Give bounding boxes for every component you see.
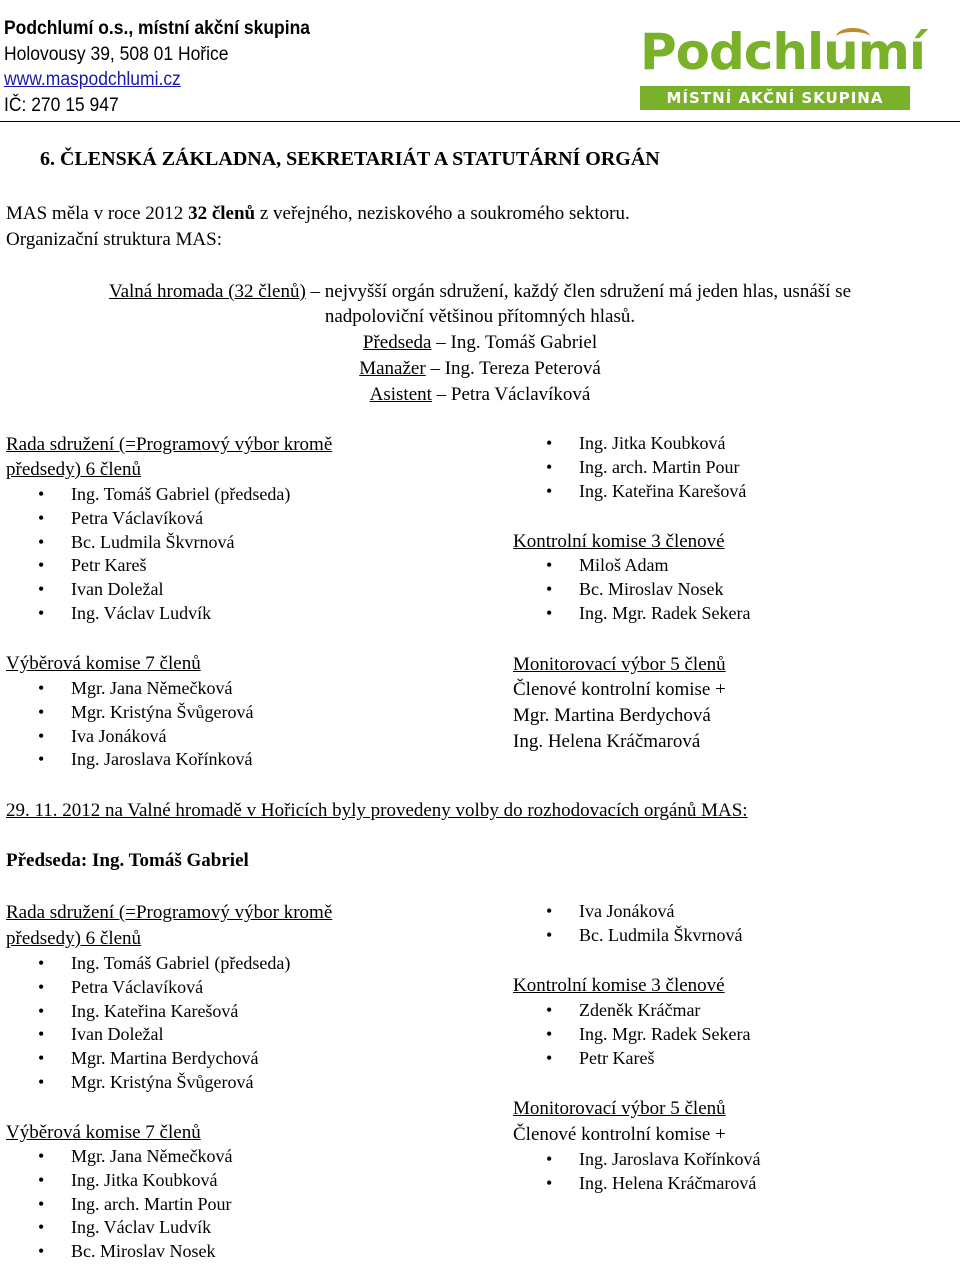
kontrol-list-new bbox=[512, 999, 750, 1070]
monit-line: Členové kontrolní komise + bbox=[513, 679, 726, 700]
podchlumi-logo bbox=[640, 22, 925, 112]
kontrol-heading: Kontrolní komise 3 členové bbox=[513, 975, 725, 996]
list-item: • Petra Václavíková bbox=[4, 507, 290, 531]
vyber-heading: Výběrová komise 7 členů bbox=[6, 1122, 201, 1143]
assistant-value: – Petra Václavíková bbox=[431, 384, 591, 405]
member-count: 32 členů bbox=[188, 203, 256, 224]
rada-heading-2: předsedy) 6 členů bbox=[6, 459, 142, 480]
intro-line-2: Organizační struktura MAS: bbox=[6, 229, 222, 250]
list-item: • Petr Kareš bbox=[512, 1047, 750, 1071]
rada-list-right bbox=[512, 432, 746, 503]
rada-list-right-new bbox=[512, 900, 742, 948]
logo-tagline: MÍSTNÍ AKČNÍ SKUPINA bbox=[640, 86, 910, 110]
list-item: • Ing. Mgr. Radek Sekera bbox=[512, 602, 750, 626]
org-id: IČ: 270 15 947 bbox=[4, 94, 119, 116]
list-item: • Ing. arch. Martin Pour bbox=[512, 456, 746, 480]
monit-list-new bbox=[512, 1148, 760, 1196]
list-item: • Ing. Tomáš Gabriel (předseda) bbox=[4, 483, 290, 507]
list-item: • Ing. Václav Ludvík bbox=[4, 1216, 232, 1240]
list-item: • Mgr. Martina Berdychová bbox=[4, 1047, 290, 1071]
list-item: • Petr Kareš bbox=[4, 554, 290, 578]
list-item: • Ing. Helena Kráčmarová bbox=[512, 1172, 760, 1196]
list-item: • Ivan Doležal bbox=[4, 578, 290, 602]
list-item: • Ing. Kateřina Karešová bbox=[512, 480, 746, 504]
general-assembly-desc: – nejvyšší orgán sdružení, každý člen sdružení má jeden hlas, usnáší se bbox=[305, 281, 852, 302]
list-item: • Ing. Jaroslava Kořínková bbox=[4, 748, 253, 772]
org-address: Holovousy 39, 508 01 Hořice bbox=[4, 43, 229, 65]
list-item: • Mgr. Jana Němečková bbox=[4, 677, 253, 701]
intro-text-end: z veřejného, neziskového a soukromého sektoru. bbox=[255, 203, 630, 224]
manager-line bbox=[0, 356, 960, 382]
list-item: • Ing. arch. Martin Pour bbox=[4, 1193, 232, 1217]
list-item: • Ivan Doležal bbox=[4, 1023, 290, 1047]
list-item: • Bc. Ludmila Škvrnová bbox=[4, 531, 290, 555]
website-link[interactable]: www.maspodchlumi.cz bbox=[4, 69, 181, 90]
list-item: • Zdeněk Kráčmar bbox=[512, 999, 750, 1023]
list-item: • Ing. Václav Ludvík bbox=[4, 602, 290, 626]
monit-line: Členové kontrolní komise + bbox=[513, 1124, 726, 1145]
monit-line: Mgr. Martina Berdychová bbox=[513, 705, 711, 726]
list-item: • Iva Jonáková bbox=[4, 725, 253, 749]
vyber-list bbox=[4, 677, 253, 772]
list-item: • Ing. Tomáš Gabriel (předseda) bbox=[4, 952, 290, 976]
assistant-line bbox=[0, 382, 960, 408]
list-item: • Mgr. Kristýna Švůgerová bbox=[4, 1071, 290, 1095]
letterhead bbox=[4, 16, 310, 118]
intro-line-1 bbox=[6, 202, 630, 226]
election-line: 29. 11. 2012 na Valné hromadě v Hořicích byly provedeny volby do rozhodovacích orgánů MAS: bbox=[6, 800, 748, 821]
list-item: • Petra Václavíková bbox=[4, 976, 290, 1000]
list-item: • Bc. Miroslav Nosek bbox=[512, 578, 750, 602]
chair-label: Předseda bbox=[362, 332, 432, 353]
org-name: Podchlumí o.s., místní akční skupina bbox=[4, 18, 310, 39]
logo-wordmark: Podchlumí bbox=[640, 23, 925, 81]
list-item: • Ing. Jitka Koubková bbox=[4, 1169, 232, 1193]
list-item: • Mgr. Kristýna Švůgerová bbox=[4, 701, 253, 725]
vyber-heading: Výběrová komise 7 členů bbox=[6, 653, 201, 674]
list-item: • Miloš Adam bbox=[512, 554, 750, 578]
list-item: • Ing. Jitka Koubková bbox=[512, 432, 746, 456]
assistant-label: Asistent bbox=[369, 384, 432, 405]
general-assembly-line-2: nadpoloviční většinou přítomných hlasů. bbox=[324, 306, 636, 327]
list-item: • Mgr. Jana Němečková bbox=[4, 1145, 232, 1169]
chair-elected: Předseda: Ing. Tomáš Gabriel bbox=[6, 850, 249, 871]
kontrol-list bbox=[512, 554, 750, 625]
list-item: • Ing. Jaroslava Kořínková bbox=[512, 1148, 760, 1172]
rada-heading-1: Rada sdružení (=Programový výbor kromě bbox=[6, 902, 333, 923]
vyber-list-new bbox=[4, 1145, 232, 1264]
rada-heading-2: předsedy) 6 členů bbox=[6, 928, 142, 949]
list-item: • Ing. Mgr. Radek Sekera bbox=[512, 1023, 750, 1047]
list-item: • Bc. Ludmila Škvrnová bbox=[512, 924, 742, 948]
chair-line bbox=[0, 330, 960, 356]
monit-line: Ing. Helena Kráčmarová bbox=[513, 731, 701, 752]
rada-heading-1: Rada sdružení (=Programový výbor kromě bbox=[6, 434, 333, 455]
manager-value: – Ing. Tereza Peterová bbox=[425, 358, 601, 379]
intro-text: MAS měla v roce 2012 bbox=[6, 203, 189, 224]
rada-list-left bbox=[4, 483, 290, 626]
header-divider bbox=[0, 121, 960, 122]
list-item: • Bc. Miroslav Nosek bbox=[4, 1240, 232, 1264]
list-item: • Ing. Kateřina Karešová bbox=[4, 1000, 290, 1024]
general-assembly-label: Valná hromada (32 členů) bbox=[108, 281, 306, 302]
monit-heading: Monitorovací výbor 5 členů bbox=[513, 654, 726, 675]
list-item: • Iva Jonáková bbox=[512, 900, 742, 924]
manager-label: Manažer bbox=[359, 358, 426, 379]
section-title: 6. ČLENSKÁ ZÁKLADNA, SEKRETARIÁT A STATUTÁRNÍ ORGÁN bbox=[40, 148, 660, 170]
monit-heading: Monitorovací výbor 5 členů bbox=[513, 1098, 726, 1119]
general-assembly-line bbox=[0, 279, 960, 305]
kontrol-heading: Kontrolní komise 3 členové bbox=[513, 531, 725, 552]
rada-list-left-new bbox=[4, 952, 290, 1095]
chair-value: – Ing. Tomáš Gabriel bbox=[431, 332, 598, 353]
